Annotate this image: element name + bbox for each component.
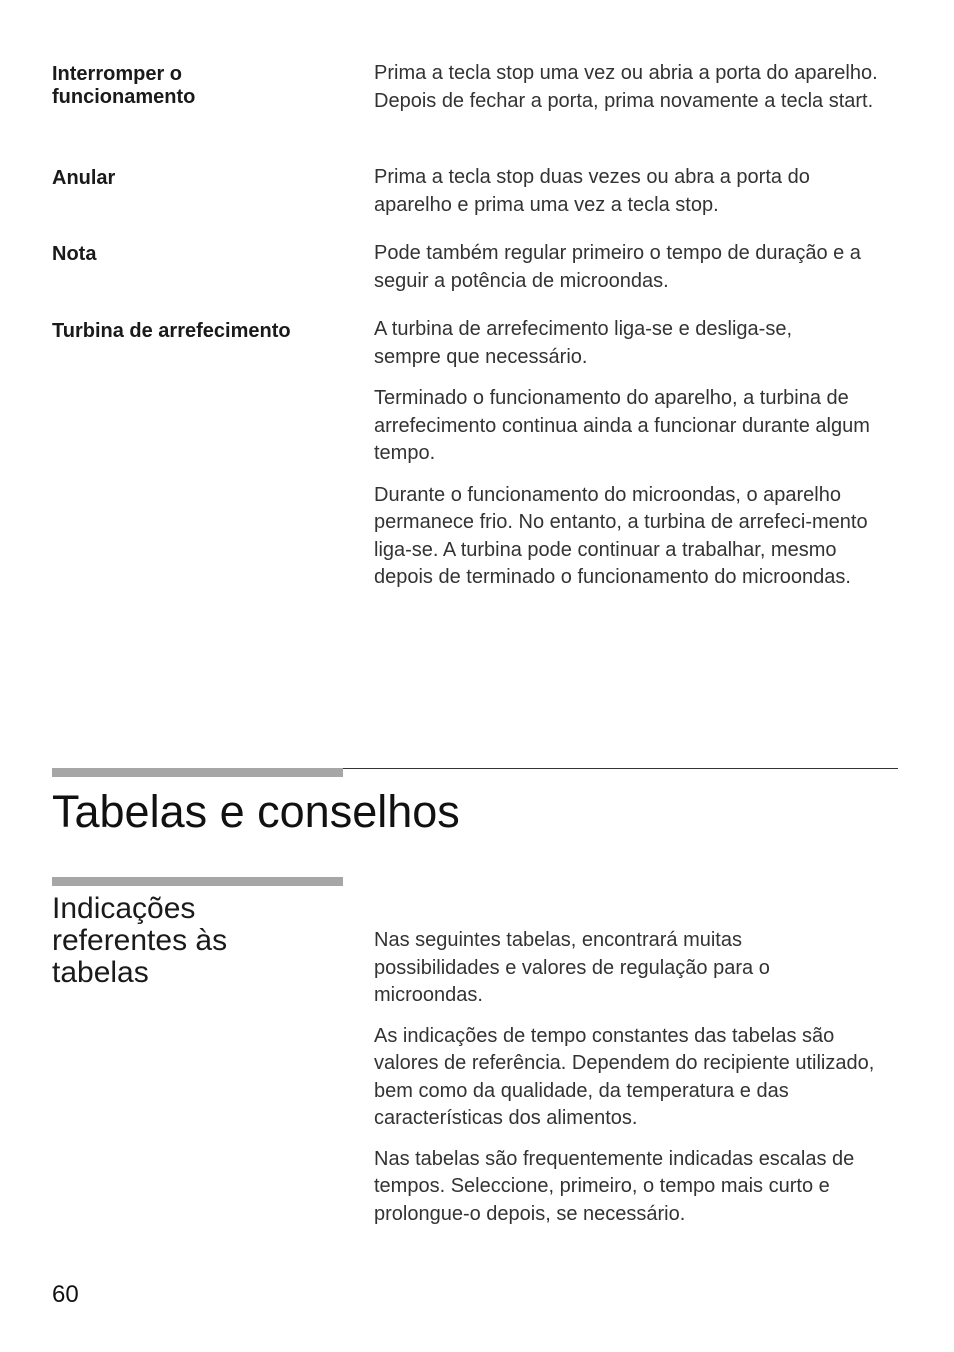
subsection-text-3: Nas tabelas são frequentemente indicadas escalas de tempos. Seleccione, primeiro, o tempo mais curto e prolongue-o depois, se necessário. — [374, 1147, 855, 1225]
desc-anular-text: Prima a tecla stop duas vezes ou abra a porta do aparelho e prima uma vez a tecla stop. — [374, 166, 810, 216]
section-title: Tabelas e conselhos — [52, 786, 460, 837]
desc-turbina — [374, 316, 914, 592]
desc-turbina-text-3: Durante o funcionamento do microondas, o aparelho permanece frio. No entanto, a turbina de arrefeci-mento liga-se. A turbina pode continuar a trabalhar, mesmo depois de terminado o funcionamento do microondas. — [374, 483, 868, 588]
desc-interromper-text: Prima a tecla stop uma vez ou abria a porta do aparelho. Depois de fechar a porta, prima novamente a tecla start. — [374, 62, 878, 112]
subsection-rule-accent — [52, 877, 343, 886]
subsection-text-1: Nas seguintes tabelas, encontrará muitas possibilidades e valores de regulação para o microondas. — [374, 929, 770, 1006]
desc-interromper — [374, 60, 902, 115]
desc-turbina-text-1: A turbina de arrefecimento liga-se e desliga-se, sempre que necessário. — [374, 318, 793, 368]
page-number: 60 — [52, 1281, 79, 1308]
term-anular: Anular — [52, 167, 116, 189]
desc-nota-text: Pode também regular primeiro o tempo de duração e a seguir a potência de microondas. — [374, 242, 861, 292]
desc-turbina-text-2: Terminado o funcionamento do aparelho, a turbina de arrefecimento continua ainda a funcionar durante algum tempo. — [374, 387, 870, 464]
desc-nota — [374, 240, 884, 295]
term-turbina: Turbina de arrefecimento — [52, 320, 291, 342]
subsection-body — [374, 927, 914, 1228]
term-nota: Nota — [52, 243, 97, 265]
subsection-text-2: As indicações de tempo constantes das tabelas são valores de referência. Dependem do recipiente utilizado, bem como da qualidade, da temperatura e das características dos alimentos. — [374, 1024, 875, 1129]
subsection-title: Indicações referentes às tabelas — [52, 892, 228, 989]
section-rule-accent — [52, 768, 343, 777]
term-interromper: Interromper o funcionamento — [52, 63, 196, 108]
desc-anular — [374, 164, 864, 219]
